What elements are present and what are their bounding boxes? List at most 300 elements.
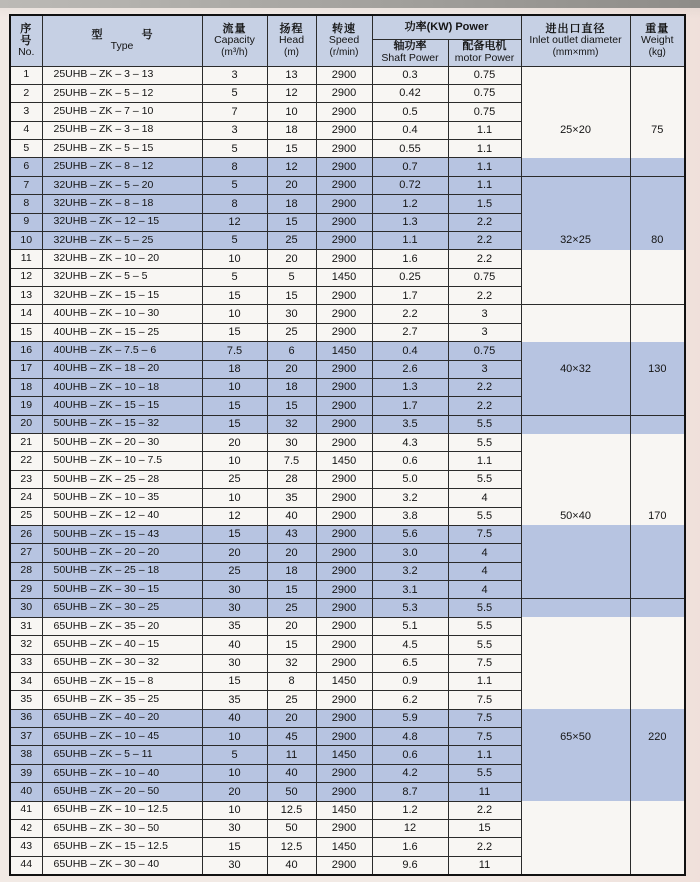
- cell-inlet-outlet-diameter: [521, 838, 630, 856]
- cell-no: 35: [10, 691, 42, 709]
- cell-capacity: 5: [202, 268, 267, 286]
- cell-speed: 2900: [316, 140, 372, 158]
- col-header-shaft-power-en: Shaft Power: [381, 51, 439, 64]
- cell-weight: [630, 470, 685, 488]
- col-header-shaft-power-cn: 轴功率: [393, 40, 427, 53]
- cell-shaft-power: 1.3: [372, 378, 448, 396]
- cell-weight: [630, 599, 685, 617]
- cell-weight: [630, 452, 685, 470]
- cell-shaft-power: 6.5: [372, 654, 448, 672]
- cell-speed: 2900: [316, 305, 372, 323]
- cell-capacity: 25: [202, 562, 267, 580]
- cell-shaft-power: 3.2: [372, 489, 448, 507]
- cell-capacity: 10: [202, 452, 267, 470]
- cell-speed: 2900: [316, 783, 372, 801]
- cell-capacity: 8: [202, 195, 267, 213]
- cell-capacity: 5: [202, 746, 267, 764]
- col-header-no-en: No.: [18, 46, 35, 59]
- cell-motor-power: 1.1: [448, 452, 521, 470]
- cell-motor-power: 2.2: [448, 378, 521, 396]
- cell-head: 40: [267, 764, 316, 782]
- cell-speed: 2900: [316, 415, 372, 433]
- cell-capacity: 5: [202, 176, 267, 194]
- cell-speed: 2900: [316, 121, 372, 139]
- cell-inlet-outlet-diameter: [521, 489, 630, 507]
- table-row: [10, 158, 685, 176]
- cell-speed: 2900: [316, 158, 372, 176]
- cell-motor-power: 1.1: [448, 746, 521, 764]
- cell-inlet-outlet-diameter: [521, 66, 630, 84]
- cell-no: 2: [10, 84, 42, 102]
- cell-motor-power: 4: [448, 562, 521, 580]
- cell-capacity: 30: [202, 654, 267, 672]
- cell-type: 65UHB – ZK – 15 – 12.5: [42, 838, 202, 856]
- cell-type: 65UHB – ZK – 40 – 20: [42, 709, 202, 727]
- cell-capacity: 35: [202, 691, 267, 709]
- cell-weight: [630, 801, 685, 819]
- table-row: [10, 783, 685, 801]
- table-row: [10, 801, 685, 819]
- table-row: [10, 415, 685, 433]
- cell-capacity: 15: [202, 323, 267, 341]
- cell-inlet-outlet-diameter: [521, 452, 630, 470]
- col-header-no: [10, 15, 42, 66]
- cell-shaft-power: 8.7: [372, 783, 448, 801]
- cell-inlet-outlet-diameter: [521, 397, 630, 415]
- col-header-capacity-unit: (m³/h): [221, 47, 248, 59]
- cell-type: 40UHB – ZK – 15 – 15: [42, 397, 202, 415]
- cell-no: 23: [10, 470, 42, 488]
- cell-shaft-power: 1.7: [372, 397, 448, 415]
- cell-motor-power: 11: [448, 856, 521, 874]
- cell-speed: 2900: [316, 617, 372, 635]
- cell-weight: [630, 544, 685, 562]
- cell-weight: [630, 746, 685, 764]
- cell-no: 36: [10, 709, 42, 727]
- cell-inlet-outlet-diameter: [521, 581, 630, 599]
- cell-weight: [630, 838, 685, 856]
- cell-speed: 2900: [316, 360, 372, 378]
- cell-head: 20: [267, 544, 316, 562]
- table-row: [10, 617, 685, 635]
- cell-head: 7.5: [267, 452, 316, 470]
- cell-inlet-outlet-diameter: [521, 342, 630, 360]
- col-header-speed-cn: 转速: [332, 23, 356, 36]
- col-header-speed-en: Speed: [328, 34, 360, 47]
- cell-shaft-power: 0.55: [372, 140, 448, 158]
- cell-inlet-outlet-diameter: [521, 213, 630, 231]
- cell-inlet-outlet-diameter: [521, 691, 630, 709]
- cell-head: 25: [267, 691, 316, 709]
- cell-head: 25: [267, 323, 316, 341]
- cell-no: 9: [10, 213, 42, 231]
- cell-no: 12: [10, 268, 42, 286]
- table-row: [10, 581, 685, 599]
- cell-no: 19: [10, 397, 42, 415]
- cell-no: 22: [10, 452, 42, 470]
- cell-inlet-outlet-diameter: [521, 801, 630, 819]
- cell-motor-power: 1.1: [448, 672, 521, 690]
- cell-capacity: 7: [202, 103, 267, 121]
- cell-weight: [630, 636, 685, 654]
- cell-inlet-outlet-diameter: [521, 654, 630, 672]
- cell-capacity: 8: [202, 158, 267, 176]
- cell-no: 4: [10, 121, 42, 139]
- cell-head: 8: [267, 672, 316, 690]
- cell-speed: 2900: [316, 231, 372, 249]
- cell-no: 5: [10, 140, 42, 158]
- cell-weight: [630, 856, 685, 874]
- cell-speed: 2900: [316, 819, 372, 837]
- cell-type: 65UHB – ZK – 30 – 40: [42, 856, 202, 874]
- cell-weight: [630, 66, 685, 84]
- cell-head: 45: [267, 728, 316, 746]
- cell-inlet-outlet-diameter: [521, 636, 630, 654]
- table-row: [10, 470, 685, 488]
- cell-type: 50UHB – ZK – 10 – 7.5: [42, 452, 202, 470]
- cell-type: 50UHB – ZK – 25 – 28: [42, 470, 202, 488]
- col-header-no-cn2: 号: [20, 34, 33, 47]
- diameter-group-label: 32×25: [521, 231, 630, 249]
- col-header-head-unit: (m): [284, 47, 299, 59]
- cell-weight: [630, 672, 685, 690]
- cell-inlet-outlet-diameter: [521, 103, 630, 121]
- cell-no: 34: [10, 672, 42, 690]
- table-row: [10, 360, 685, 378]
- cell-speed: 2900: [316, 856, 372, 874]
- col-header-capacity-en: Capacity: [214, 34, 255, 47]
- cell-inlet-outlet-diameter: [521, 378, 630, 396]
- cell-inlet-outlet-diameter: [521, 176, 630, 194]
- cell-speed: 2900: [316, 507, 372, 525]
- cell-type: 40UHB – ZK – 18 – 20: [42, 360, 202, 378]
- cell-motor-power: 0.75: [448, 66, 521, 84]
- cell-type: 40UHB – ZK – 10 – 30: [42, 305, 202, 323]
- cell-type: 50UHB – ZK – 20 – 30: [42, 434, 202, 452]
- cell-shaft-power: 3.0: [372, 544, 448, 562]
- cell-capacity: 20: [202, 783, 267, 801]
- cell-speed: 2900: [316, 764, 372, 782]
- cell-shaft-power: 0.4: [372, 342, 448, 360]
- table-row: [10, 856, 685, 874]
- cell-no: 18: [10, 378, 42, 396]
- cell-head: 35: [267, 489, 316, 507]
- cell-inlet-outlet-diameter: [521, 746, 630, 764]
- cell-shaft-power: 1.2: [372, 195, 448, 213]
- diameter-group-label: 65×50: [521, 728, 630, 746]
- cell-no: 6: [10, 158, 42, 176]
- col-header-shaft-power: [372, 39, 448, 66]
- cell-shaft-power: 5.3: [372, 599, 448, 617]
- cell-inlet-outlet-diameter: [521, 434, 630, 452]
- cell-capacity: 10: [202, 378, 267, 396]
- cell-no: 7: [10, 176, 42, 194]
- cell-inlet-outlet-diameter: [521, 84, 630, 102]
- cell-motor-power: 0.75: [448, 84, 521, 102]
- cell-motor-power: 1.1: [448, 140, 521, 158]
- cell-no: 32: [10, 636, 42, 654]
- cell-type: 65UHB – ZK – 10 – 40: [42, 764, 202, 782]
- table-row: [10, 305, 685, 323]
- cell-capacity: 15: [202, 287, 267, 305]
- cell-motor-power: 7.5: [448, 728, 521, 746]
- table-row: [10, 691, 685, 709]
- cell-head: 18: [267, 195, 316, 213]
- cell-motor-power: 1.1: [448, 121, 521, 139]
- cell-speed: 2900: [316, 66, 372, 84]
- cell-weight: [630, 489, 685, 507]
- col-header-head-en: Head: [278, 34, 305, 47]
- cell-weight: [630, 581, 685, 599]
- table-row: [10, 66, 685, 84]
- cell-capacity: 3: [202, 66, 267, 84]
- cell-type: 65UHB – ZK – 20 – 50: [42, 783, 202, 801]
- cell-shaft-power: 1.3: [372, 213, 448, 231]
- cell-head: 15: [267, 581, 316, 599]
- cell-type: 65UHB – ZK – 30 – 50: [42, 819, 202, 837]
- cell-weight: [630, 783, 685, 801]
- cell-speed: 1450: [316, 838, 372, 856]
- cell-no: 17: [10, 360, 42, 378]
- cell-capacity: 30: [202, 599, 267, 617]
- cell-weight: [630, 819, 685, 837]
- cell-head: 15: [267, 213, 316, 231]
- table-row: [10, 121, 685, 139]
- cell-type: 25UHB – ZK – 3 – 13: [42, 66, 202, 84]
- cell-inlet-outlet-diameter: [521, 268, 630, 286]
- cell-shaft-power: 9.6: [372, 856, 448, 874]
- cell-head: 6: [267, 342, 316, 360]
- cell-no: 33: [10, 654, 42, 672]
- cell-weight: [630, 213, 685, 231]
- cell-motor-power: 5.5: [448, 599, 521, 617]
- cell-speed: 2900: [316, 323, 372, 341]
- cell-inlet-outlet-diameter: [521, 783, 630, 801]
- cell-head: 32: [267, 415, 316, 433]
- col-header-weight: [630, 15, 685, 66]
- cell-motor-power: 15: [448, 819, 521, 837]
- cell-capacity: 40: [202, 709, 267, 727]
- table-row: [10, 342, 685, 360]
- cell-weight: [630, 323, 685, 341]
- cell-shaft-power: 1.1: [372, 231, 448, 249]
- diameter-group-label: 50×40: [521, 507, 630, 525]
- cell-speed: 2900: [316, 176, 372, 194]
- table-row: [10, 672, 685, 690]
- cell-type: 25UHB – ZK – 7 – 10: [42, 103, 202, 121]
- table-row: [10, 103, 685, 121]
- cell-speed: 2900: [316, 250, 372, 268]
- cell-capacity: 15: [202, 672, 267, 690]
- weight-group-label: 220: [630, 728, 685, 746]
- cell-shaft-power: 2.6: [372, 360, 448, 378]
- weight-group-label: 130: [630, 360, 685, 378]
- cell-head: 12.5: [267, 838, 316, 856]
- cell-inlet-outlet-diameter: [521, 819, 630, 837]
- cell-inlet-outlet-diameter: [521, 323, 630, 341]
- table-body: [10, 66, 685, 875]
- cell-type: 32UHB – ZK – 5 – 20: [42, 176, 202, 194]
- cell-no: 43: [10, 838, 42, 856]
- cell-capacity: 15: [202, 415, 267, 433]
- cell-motor-power: 2.2: [448, 801, 521, 819]
- cell-inlet-outlet-diameter: [521, 599, 630, 617]
- cell-weight: [630, 195, 685, 213]
- cell-head: 30: [267, 434, 316, 452]
- cell-weight: [630, 176, 685, 194]
- cell-head: 28: [267, 470, 316, 488]
- cell-weight: [630, 84, 685, 102]
- table-row: [10, 397, 685, 415]
- cell-shaft-power: 1.6: [372, 838, 448, 856]
- cell-weight: [630, 654, 685, 672]
- cell-head: 20: [267, 176, 316, 194]
- cell-type: 25UHB – ZK – 8 – 12: [42, 158, 202, 176]
- cell-capacity: 3: [202, 121, 267, 139]
- cell-head: 32: [267, 654, 316, 672]
- cell-inlet-outlet-diameter: [521, 195, 630, 213]
- cell-motor-power: 2.2: [448, 213, 521, 231]
- cell-no: 31: [10, 617, 42, 635]
- col-header-power-group: [372, 15, 521, 39]
- cell-shaft-power: 1.2: [372, 801, 448, 819]
- cell-capacity: 5: [202, 140, 267, 158]
- cell-head: 15: [267, 287, 316, 305]
- table-row: [10, 507, 685, 525]
- cell-shaft-power: 2.2: [372, 305, 448, 323]
- cell-head: 40: [267, 856, 316, 874]
- cell-type: 65UHB – ZK – 15 – 8: [42, 672, 202, 690]
- cell-no: 16: [10, 342, 42, 360]
- cell-inlet-outlet-diameter: [521, 140, 630, 158]
- table-row: [10, 544, 685, 562]
- cell-type: 65UHB – ZK – 5 – 11: [42, 746, 202, 764]
- cell-no: 38: [10, 746, 42, 764]
- cell-speed: 1450: [316, 268, 372, 286]
- cell-shaft-power: 1.7: [372, 287, 448, 305]
- cell-capacity: 15: [202, 838, 267, 856]
- cell-head: 20: [267, 250, 316, 268]
- table-row: [10, 562, 685, 580]
- cell-shaft-power: 4.5: [372, 636, 448, 654]
- cell-shaft-power: 5.0: [372, 470, 448, 488]
- cell-type: 65UHB – ZK – 40 – 15: [42, 636, 202, 654]
- cell-type: 40UHB – ZK – 7.5 – 6: [42, 342, 202, 360]
- cell-motor-power: 0.75: [448, 268, 521, 286]
- table-row: [10, 176, 685, 194]
- cell-weight: [630, 709, 685, 727]
- table-row: [10, 84, 685, 102]
- cell-motor-power: 0.75: [448, 103, 521, 121]
- cell-type: 32UHB – ZK – 12 – 15: [42, 213, 202, 231]
- cell-weight: [630, 434, 685, 452]
- cell-no: 25: [10, 507, 42, 525]
- cell-head: 5: [267, 268, 316, 286]
- weight-group-label: 75: [630, 121, 685, 139]
- cell-speed: 1450: [316, 746, 372, 764]
- cell-capacity: 10: [202, 305, 267, 323]
- cell-capacity: 15: [202, 525, 267, 543]
- table-row: [10, 525, 685, 543]
- cell-speed: 1450: [316, 452, 372, 470]
- cell-type: 50UHB – ZK – 25 – 18: [42, 562, 202, 580]
- cell-speed: 2900: [316, 84, 372, 102]
- cell-type: 32UHB – ZK – 15 – 15: [42, 287, 202, 305]
- cell-head: 43: [267, 525, 316, 543]
- cell-shaft-power: 2.7: [372, 323, 448, 341]
- cell-inlet-outlet-diameter: [521, 562, 630, 580]
- cell-type: 32UHB – ZK – 8 – 18: [42, 195, 202, 213]
- cell-motor-power: 2.2: [448, 287, 521, 305]
- cell-speed: 2900: [316, 489, 372, 507]
- cell-inlet-outlet-diameter: [521, 709, 630, 727]
- cell-no: 8: [10, 195, 42, 213]
- pump-specification-table: [9, 14, 686, 876]
- cell-capacity: 35: [202, 617, 267, 635]
- table-row: [10, 231, 685, 249]
- cell-head: 13: [267, 66, 316, 84]
- cell-speed: 2900: [316, 581, 372, 599]
- cell-speed: 1450: [316, 672, 372, 690]
- cell-no: 30: [10, 599, 42, 617]
- cell-head: 12: [267, 84, 316, 102]
- cell-speed: 2900: [316, 728, 372, 746]
- cell-motor-power: 3: [448, 360, 521, 378]
- cell-motor-power: 5.5: [448, 617, 521, 635]
- cell-inlet-outlet-diameter: [521, 158, 630, 176]
- cell-head: 11: [267, 746, 316, 764]
- cell-motor-power: 7.5: [448, 709, 521, 727]
- table-row: [10, 268, 685, 286]
- cell-inlet-outlet-diameter: [521, 287, 630, 305]
- cell-motor-power: 2.2: [448, 838, 521, 856]
- cell-weight: [630, 562, 685, 580]
- cell-no: 24: [10, 489, 42, 507]
- cell-head: 25: [267, 599, 316, 617]
- cell-weight: [630, 397, 685, 415]
- cell-capacity: 25: [202, 470, 267, 488]
- cell-capacity: 5: [202, 84, 267, 102]
- cell-no: 20: [10, 415, 42, 433]
- cell-motor-power: 2.2: [448, 231, 521, 249]
- table-row: [10, 250, 685, 268]
- cell-speed: 2900: [316, 470, 372, 488]
- cell-motor-power: 5.5: [448, 764, 521, 782]
- cell-motor-power: 4: [448, 489, 521, 507]
- cell-inlet-outlet-diameter: [521, 525, 630, 543]
- cell-shaft-power: 4.3: [372, 434, 448, 452]
- cell-weight: [630, 415, 685, 433]
- cell-speed: 2900: [316, 654, 372, 672]
- col-header-capacity: [202, 15, 267, 66]
- cell-motor-power: 5.5: [448, 470, 521, 488]
- cell-shaft-power: 5.9: [372, 709, 448, 727]
- cell-no: 39: [10, 764, 42, 782]
- cell-speed: 2900: [316, 709, 372, 727]
- cell-motor-power: 4: [448, 581, 521, 599]
- cell-motor-power: 1.5: [448, 195, 521, 213]
- col-header-speed-unit: (r/min): [329, 47, 359, 59]
- cell-motor-power: 2.2: [448, 397, 521, 415]
- table-row: [10, 489, 685, 507]
- cell-speed: 2900: [316, 691, 372, 709]
- cell-head: 40: [267, 507, 316, 525]
- cell-head: 15: [267, 636, 316, 654]
- col-header-weight-unit: (kg): [648, 47, 666, 59]
- table-row: [10, 452, 685, 470]
- cell-motor-power: 7.5: [448, 654, 521, 672]
- cell-speed: 2900: [316, 525, 372, 543]
